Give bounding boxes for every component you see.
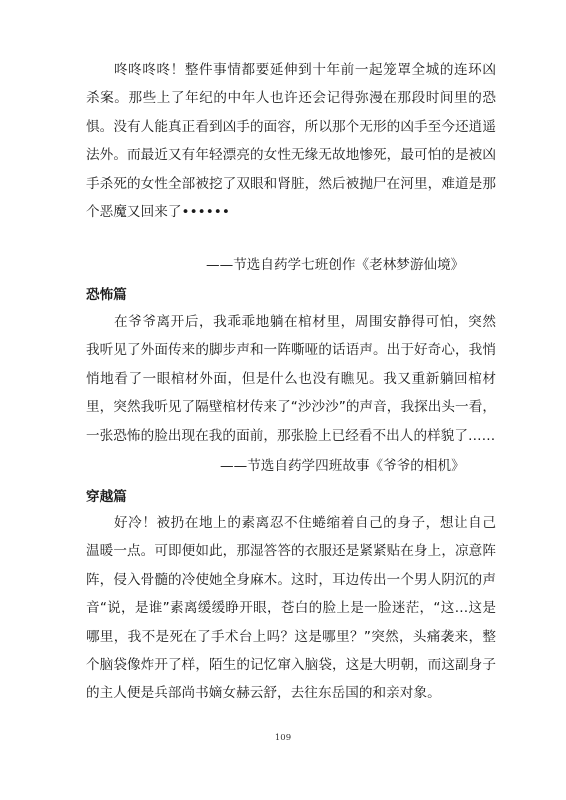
timetravel-excerpt-paragraph: 好冷！被扔在地上的素离忍不住蜷缩着自己的身子，想让自己温暖一点。可即便如此，那湿答答的衣服还是紧紧贴在身上，凉意阵阵，侵入骨髓的冷使她全身麻木。这时，耳边传出一个男人阴沉的声音“说，是谁”素离缓缓睁开眼，苍白的脸上是一脸迷茫，“这…这是哪里，我不是死在了手术台上吗？这是哪里？”突然，头痛袭来，整个脑袋像炸开了样，陌生的记忆窜入脑袋，这是大明朝，而这副身子的主人便是兵部尚书嫡女赫云舒，去往东岳国的和亲对象。	[86, 515, 496, 702]
section-heading-horror: 恐怖篇	[86, 287, 127, 303]
page-number: 109	[274, 733, 292, 743]
horror-excerpt-paragraph: 在爷爷离开后，我乖乖地躺在棺材里，周围安静得可怕，突然我听见了外面传来的脚步声和一阵嘶哑的话语声。出于好奇心，我悄悄地看了一眼棺材外面，但是什么也没有瞧见。我又重新躺回棺材里，突然我听见了隔壁棺材传来了“沙沙沙”的声音，我探出头一看，一张恐怖的脸出现在我的面前，那张脸上已经看不出人的样貌了……	[86, 314, 496, 444]
story-excerpt-paragraph: 咚咚咚咚！整件事情都要延伸到十年前一起笼罩全城的连环凶杀案。那些上了年纪的中年人也许还会记得弥漫在那段时间里的恐惧。没有人能真正看到凶手的面容，所以那个无形的凶手至今还逍遥法外。而最近又有年轻漂亮的女性无缘无故地惨死，最可怕的是被凶手杀死的女性全部被挖了双眼和肾脏，然后被抛尸在河里，难道是那个恶魔又回来了••••••	[86, 62, 496, 221]
horror-attribution: ——节选自药学四班故事《爷爷的相机》	[220, 458, 465, 474]
section-heading-timetravel: 穿越篇	[86, 489, 127, 505]
excerpt-attribution: ——节选自药学七班创作《老林梦游仙境》	[206, 257, 465, 273]
